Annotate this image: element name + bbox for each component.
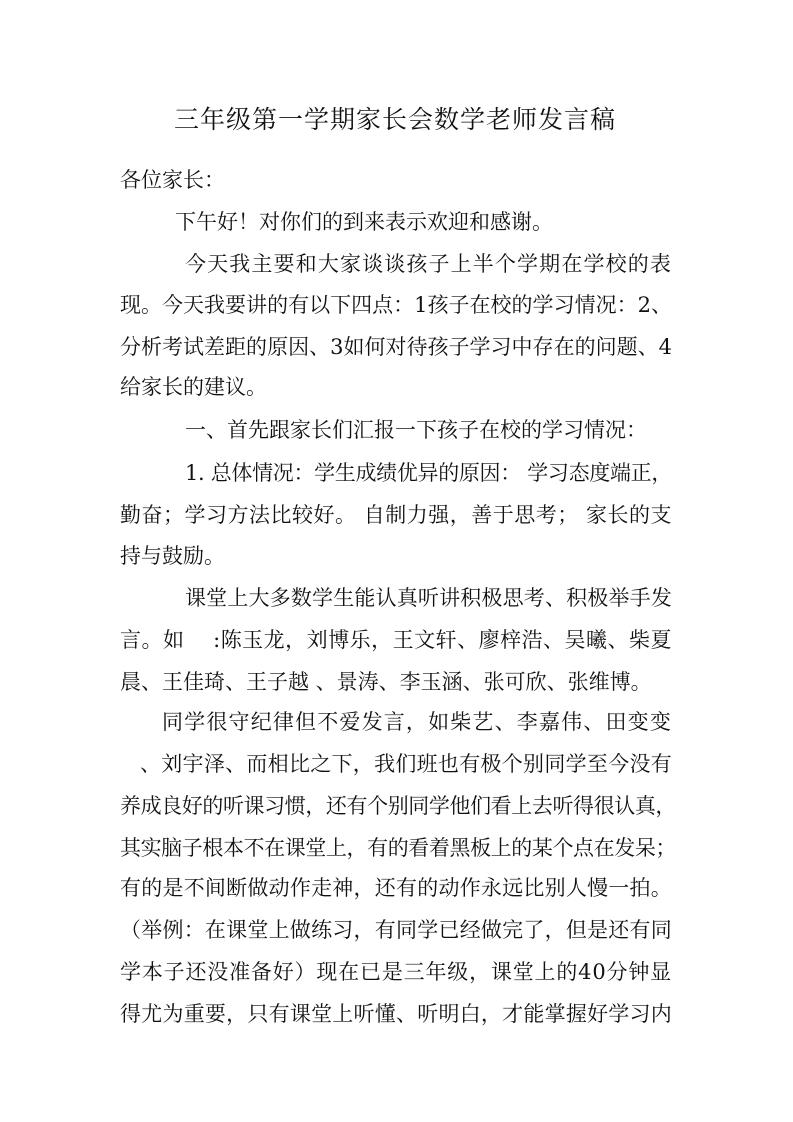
paragraph-line: 养成良好的听课习惯，还有个别同学他们看上去听得很认真， <box>120 794 676 818</box>
paragraph-line: （举例：在课堂上做练习，有同学已经做完了，但是还有同 <box>120 918 672 942</box>
paragraph-line: 下午好！对你们的到来表示欢迎和感谢。 <box>175 210 553 234</box>
paragraph-line: 其实脑子根本不在课堂上，有的看着黑板上的某个点在发呆； <box>120 836 676 860</box>
paragraph-line: 得尤为重要，只有课堂上听懂、听明白，才能掌握好学习内 <box>120 1002 672 1026</box>
paragraph-line: 持与鼓励。 <box>120 544 225 568</box>
paragraph-line: 今天我主要和大家谈谈孩子上半个学期在学校的表 <box>185 252 672 276</box>
paragraph-line: 现。今天我要讲的有以下四点：1孩子在校的学习情况：2、 <box>120 293 672 317</box>
paragraph-line: 学本子还没准备好）现在已是三年级，课堂上的40分钟显 <box>120 960 672 984</box>
salutation: 各位家长： <box>120 168 225 192</box>
document-title: 三年级第一学期家长会数学老师发言稿 <box>173 105 616 134</box>
paragraph-line: 勤奋；学习方法比较好。 自制力强，善于思考； 家长的支 <box>120 503 672 527</box>
paragraph-line: 1. 总体情况：学生成绩优异的原因： 学习态度端正， <box>185 461 672 485</box>
paragraph-line: 同学很守纪律但不爱发言，如柴艺、李嘉伟、田变变 <box>162 710 672 734</box>
paragraph-line: 言。如 :陈玉龙，刘博乐，王文轩、廖梓浩、吴曦、柴夏 <box>120 628 672 652</box>
paragraph-line: 分析考试差距的原因、3如何对待孩子学习中存在的问题、4 <box>120 335 672 359</box>
paragraph-line: 、刘宇泽、而相比之下，我们班也有极个别同学至今没有 <box>140 752 672 776</box>
section-heading: 一、首先跟家长们汇报一下孩子在校的学习情况： <box>185 418 647 442</box>
paragraph-line: 有的是不间断做动作走神，还有的动作永远比别人慢一拍。 <box>120 876 672 900</box>
paragraph-line: 课堂上大多数学生能认真听讲积极思考、积极举手发 <box>185 586 672 610</box>
paragraph-line: 给家长的建议。 <box>120 375 267 399</box>
paragraph-line: 晨、王佳琦、王子越 、景涛、李玉涵、张可欣、张维博。 <box>120 670 652 694</box>
